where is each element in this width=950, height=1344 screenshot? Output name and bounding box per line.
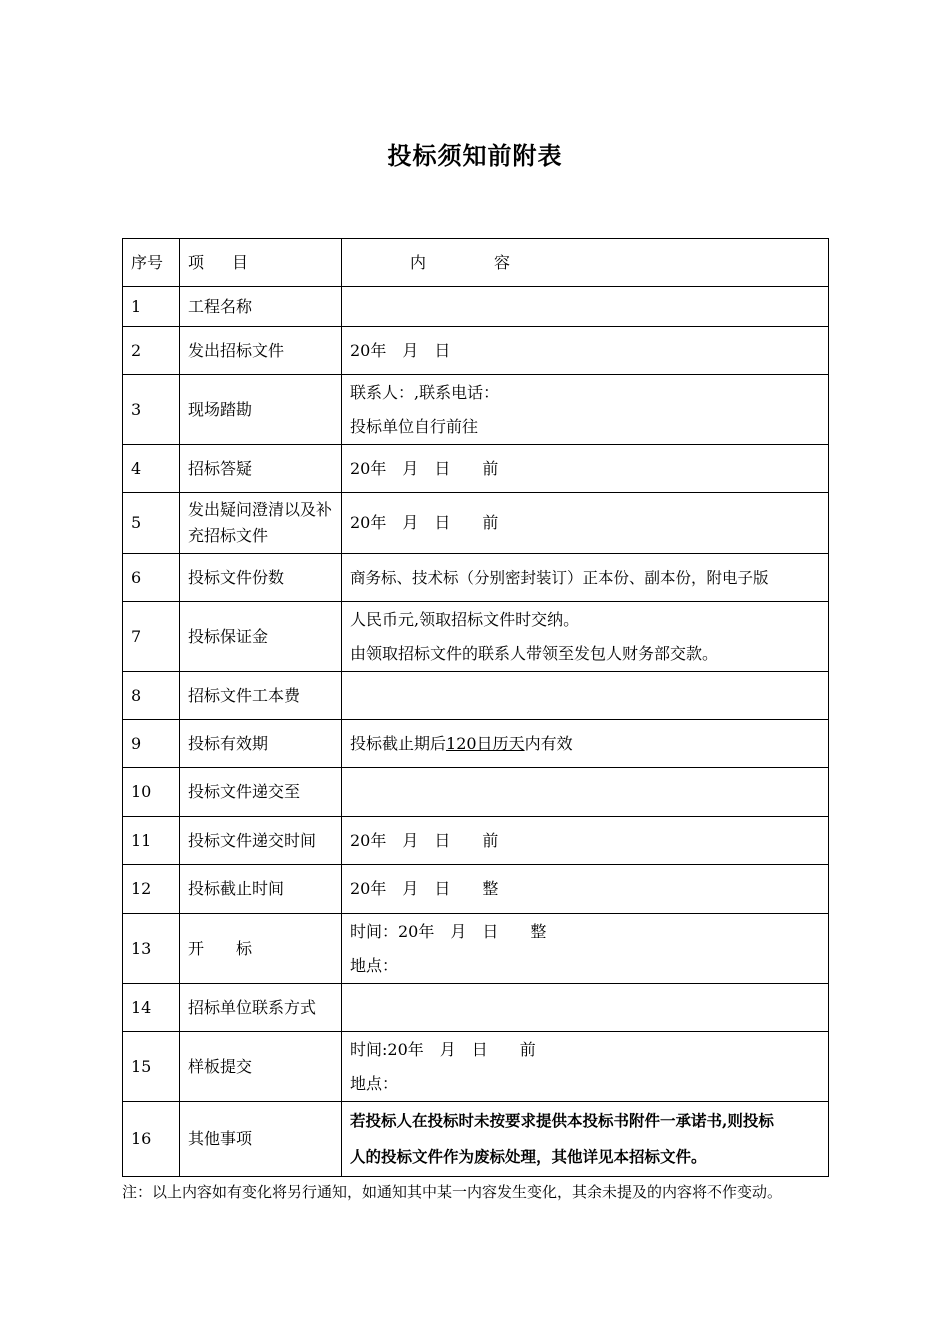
row-item: 发出招标文件: [180, 327, 342, 375]
header-no: 序号: [123, 239, 180, 287]
row-no: 9: [123, 720, 180, 768]
content-line: 地点：: [350, 955, 399, 975]
content-line: 20年 月 日 前: [350, 830, 499, 850]
row-item: 投标截止时间: [180, 865, 342, 914]
content-line: 20年 月 日 前: [350, 458, 499, 478]
row-no: 8: [123, 672, 180, 720]
row-item: 其他事项: [180, 1102, 342, 1177]
row-no: 16: [123, 1102, 180, 1177]
validity-suffix: 内有效: [524, 733, 573, 753]
table-row: [123, 720, 829, 768]
table-row: [123, 984, 829, 1032]
row-item: 现场踏勘: [180, 375, 342, 445]
table-row: [123, 1032, 829, 1102]
row-content: [342, 287, 829, 327]
row-content: [342, 554, 829, 602]
row-content: [342, 493, 829, 554]
row-no: 10: [123, 768, 180, 817]
table-header-row: [123, 239, 829, 287]
row-no: 7: [123, 602, 180, 672]
row-content: [342, 817, 829, 865]
row-content: [342, 768, 829, 817]
table-row: [123, 554, 829, 602]
row-item: 投标保证金: [180, 602, 342, 672]
header-item: [180, 239, 342, 287]
row-no: 14: [123, 984, 180, 1032]
row-item: 招标答疑: [180, 445, 342, 493]
row-item: 工程名称: [180, 287, 342, 327]
row-content: [342, 984, 829, 1032]
content-line: 人民币元,领取招标文件时交纳。: [350, 609, 580, 629]
page-title: 投标须知前附表: [387, 141, 563, 170]
row-content: [342, 327, 829, 375]
header-content-b: 容: [494, 252, 511, 272]
row-no: 12: [123, 865, 180, 914]
validity-prefix: 投标截止期后: [350, 733, 447, 753]
bid-instructions-table: [122, 238, 829, 1177]
row-no: 11: [123, 817, 180, 865]
row-content: [342, 445, 829, 493]
row-no: 2: [123, 327, 180, 375]
table-row: [123, 672, 829, 720]
content-line: 20年 月 日: [350, 340, 451, 360]
content-line: 时间：20年 月 日 整: [350, 921, 547, 941]
row-no: 4: [123, 445, 180, 493]
table-row: [123, 602, 829, 672]
content-line: 联系人：,联系电话：: [350, 382, 500, 402]
table-row: [123, 768, 829, 817]
table-row: [123, 865, 829, 914]
row-no: 15: [123, 1032, 180, 1102]
row-no: 5: [123, 493, 180, 554]
content-line: 商务标、技术标（分别密封装订）正本份、副本份，附电子版: [350, 568, 769, 587]
row-item: 投标有效期: [180, 720, 342, 768]
row-item: 开 标: [180, 914, 342, 984]
table-row: [123, 445, 829, 493]
content-line: 20年 月 日 前: [350, 513, 499, 532]
row-content: [342, 1102, 829, 1177]
table-row: [123, 1102, 829, 1177]
footnote: 注：以上内容如有变化将另行通知，如通知其中某一内容发生变化，其余未提及的内容将不作变动。: [122, 1183, 783, 1201]
row-item: 投标文件递交时间: [180, 817, 342, 865]
header-item-b: 目: [232, 252, 249, 272]
row-item: 发出疑问澄清以及补充招标文件: [180, 493, 342, 554]
row-item: 投标文件份数: [180, 554, 342, 602]
table-row: [123, 493, 829, 554]
header-item-a: 项: [188, 252, 205, 272]
row-content: [342, 672, 829, 720]
table-row: [123, 914, 829, 984]
row-content: [342, 375, 829, 445]
row-content: [342, 865, 829, 914]
row-no: 6: [123, 554, 180, 602]
table-row: [123, 327, 829, 375]
row-content: [342, 720, 829, 768]
row-item: 招标单位联系方式: [180, 984, 342, 1032]
header-content-a: 内: [410, 252, 427, 272]
row-item: 招标文件工本费: [180, 672, 342, 720]
content-line: 若投标人在投标时未按要求提供本投标书附件一承诺书,则投标: [350, 1111, 774, 1130]
row-item: 样板提交: [180, 1032, 342, 1102]
header-content: [342, 239, 829, 287]
row-no: 13: [123, 914, 180, 984]
content-line: 20年 月 日 整: [350, 879, 499, 898]
row-no: 3: [123, 375, 180, 445]
content-line: 由领取招标文件的联系人带领至发包人财务部交款。: [350, 643, 719, 663]
table-row: [123, 817, 829, 865]
content-line: 时间:20年 月 日 前: [350, 1039, 536, 1059]
content-line: 地点：: [350, 1073, 399, 1093]
row-item: 投标文件递交至: [180, 768, 342, 817]
row-content: [342, 1032, 829, 1102]
content-line: 人的投标文件作为废标处理，其他详见本招标文件。: [350, 1147, 707, 1166]
table-row: [123, 287, 829, 327]
row-content: [342, 914, 829, 984]
content-line: 投标单位自行前往: [350, 416, 479, 436]
table-row: [123, 375, 829, 445]
validity-period: 120日历天: [446, 733, 525, 753]
row-content: [342, 602, 829, 672]
row-no: 1: [123, 287, 180, 327]
